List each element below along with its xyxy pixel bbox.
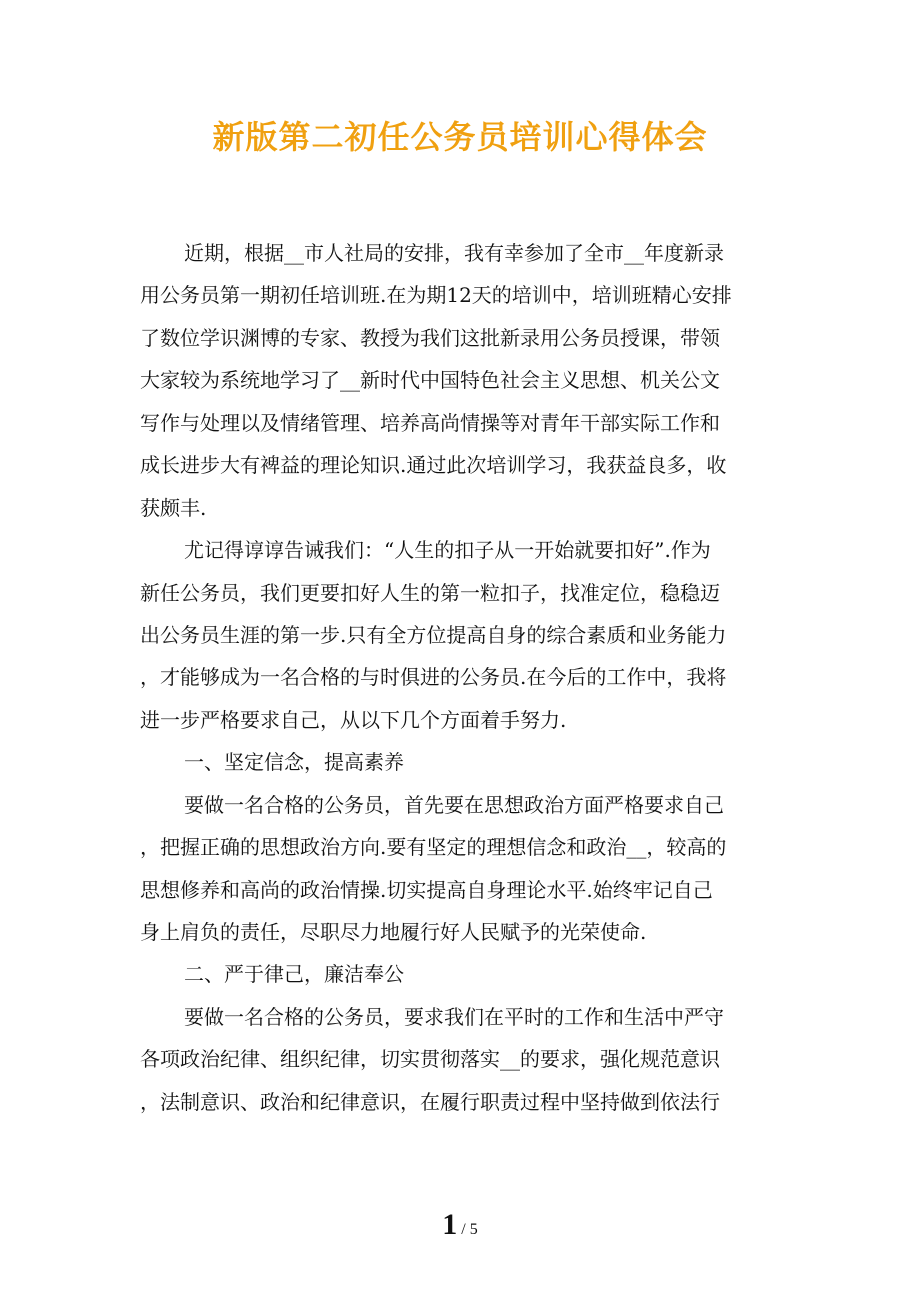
- text-line: 大家较为系统地学习了__新时代中国特色社会主义思想、机关公文: [140, 368, 720, 393]
- text-line: 一、坚定信念，提高素养: [184, 750, 404, 775]
- document-title: 新版第二初任公务员培训心得体会: [212, 118, 708, 156]
- text-line: 尤记得谆谆告诫我们：“人生的扣子从一开始就要扣好”.作为: [184, 538, 711, 563]
- text-line: 身上肩负的责任，尽职尽力地履行好人民赋予的光荣使命.: [140, 920, 647, 944]
- text-line: ，才能够成为一名合格的与时俱进的公务员.在今后的工作中，我将: [140, 665, 727, 690]
- text-line: 了数位学识渊博的专家、教授为我们这批新录用公务员授课，带领: [140, 325, 720, 350]
- text-line: 进一步严格要求自己，从以下几个方面着手努力.: [140, 707, 567, 732]
- text-line: 写作与处理以及情绪管理、培养高尚情操等对青年干部实际工作和: [140, 410, 720, 435]
- text-line: 新任公务员，我们更要扣好人生的第一粒扣子，找准定位，稳稳迈: [140, 580, 720, 605]
- current-page: 1: [442, 1208, 458, 1241]
- text-line: 成长进步大有裨益的理论知识.通过此次培训学习，我获益良多，收: [140, 453, 727, 478]
- text-line: ，法制意识、政治和纪律意识，在履行职责过程中坚持做到依法行: [140, 1089, 720, 1114]
- text-line: 用公务员第一期初任培训班.在为期12天的培训中，培训班精心安排: [140, 283, 732, 308]
- total-pages: / 5: [461, 1221, 478, 1238]
- text-line: 思想修养和高尚的政治情操.切实提高自身理论水平.始终牢记自己: [140, 877, 713, 902]
- text-line: ，把握正确的思想政治方向.要有坚定的理想信念和政治__，较高的: [140, 835, 727, 860]
- document-body: [140, 232, 780, 1123]
- text-line: 各项政治纪律、组织纪律，切实贯彻落实__的要求，强化规范意识: [140, 1047, 720, 1072]
- text-line: 要做一名合格的公务员，首先要在思想政治方面严格要求自己: [184, 792, 724, 817]
- text-line: 获颇丰.: [140, 495, 207, 520]
- page-number: [0, 1208, 920, 1242]
- text-line: 出公务员生涯的第一步.只有全方位提高自身的综合素质和业务能力: [140, 622, 727, 647]
- text-line: 近期，根据__市人社局的安排，我有幸参加了全市__年度新录: [184, 241, 724, 265]
- text-line: 要做一名合格的公务员，要求我们在平时的工作和生活中严守: [184, 1004, 724, 1029]
- text-line: 二、严于律己，廉洁奉公: [184, 962, 404, 987]
